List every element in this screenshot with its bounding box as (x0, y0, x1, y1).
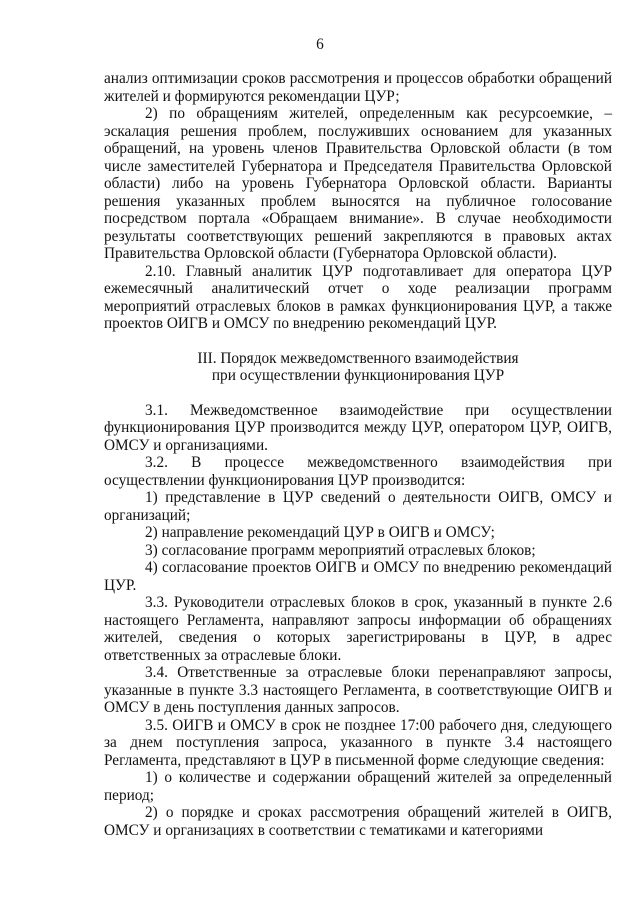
paragraph: 3.5. ОИГВ и ОМСУ в срок не позднее 17:00 рабочего дня, следующего за днем поступления запроса, указанного в пункте 3.4 настоящего Регламента, представляют в ЦУР в письменной форме следующие сведения: (104, 716, 612, 769)
list-item: 1) представление в ЦУР сведений о деятельности ОИГВ, ОМСУ и организаций; (104, 489, 612, 524)
paragraph: 2.10. Главный аналитик ЦУР подготавливает для оператора ЦУР ежемесячный аналитический отчет о ходе реализации программ мероприятий отраслевых блоков в рамках функционирования ЦУР, а также проектов ОИГВ и ОМСУ по внедрению рекомендаций ЦУР. (104, 262, 612, 332)
list-item: 2) о порядке и сроках рассмотрения обращений жителей в ОИГВ, ОМСУ и организациях в соответствии с тематиками и категориями (104, 804, 612, 839)
paragraph: 3.4. Ответственные за отраслевые блоки перенаправляют запросы, указанные в пункте 3.3 настоящего Регламента, в соответствующие ОИГВ и ОМСУ в день поступления данных запросов. (104, 664, 612, 716)
list-item: 3) согласование программ мероприятий отраслевых блоков; (145, 541, 536, 559)
paragraph: анализ оптимизации сроков рассмотрения и процессов обработки обращений жителей и формируются рекомендации ЦУР; (104, 70, 612, 105)
paragraph: 3.3. Руководители отраслевых блоков в срок, указанный в пункте 2.6 настоящего Регламента, направляют запросы информации об обращениях жителей, сведения о которых зарегистрированы в ЦУР, в адрес ответственных за отраслевые блоки. (104, 594, 612, 664)
list-item: 4) согласование проектов ОИГВ и ОМСУ по внедрению рекомендаций ЦУР. (104, 559, 612, 594)
document-body (104, 70, 612, 839)
list-item: 2) направление рекомендаций ЦУР в ОИГВ и ОМСУ; (145, 524, 495, 541)
section-heading (104, 350, 612, 385)
paragraph: 3.1. Межведомственное взаимодействие при осуществлении функционирования ЦУР производится между ЦУР, оператором ЦУР, ОИГВ, ОМСУ и организациями. (104, 401, 612, 454)
list-item: 1) о количестве и содержании обращений жителей за определенный период; (104, 769, 612, 804)
paragraph: 2) по обращениям жителей, определенным как ресурсоемкие, – эскалация решения проблем, послуживших основанием для указанных обращений, на уровень членов Правительства Орловской области (в том числе заместителей Губернатора и Председателя Правительства Орловской области) либо на уровень Губернатора Орловской области. Варианты решения указанных проблем выносятся на публичное голосование посредством портала «Обращаем внимание». В случае необходимости результаты соответствующих решений закрепляются в правовых актах Правительства Орловской области (Губернатора Орловской области). (104, 105, 612, 262)
section-heading-line: при осуществлении функционирования ЦУР (211, 367, 505, 384)
section-heading-line: III. Порядок межведомственного взаимодействия (197, 349, 519, 367)
paragraph: 3.2. В процессе межведомственного взаимодействия при осуществлении функционирования ЦУР производится: (104, 454, 612, 489)
page-number: 6 (316, 36, 324, 53)
